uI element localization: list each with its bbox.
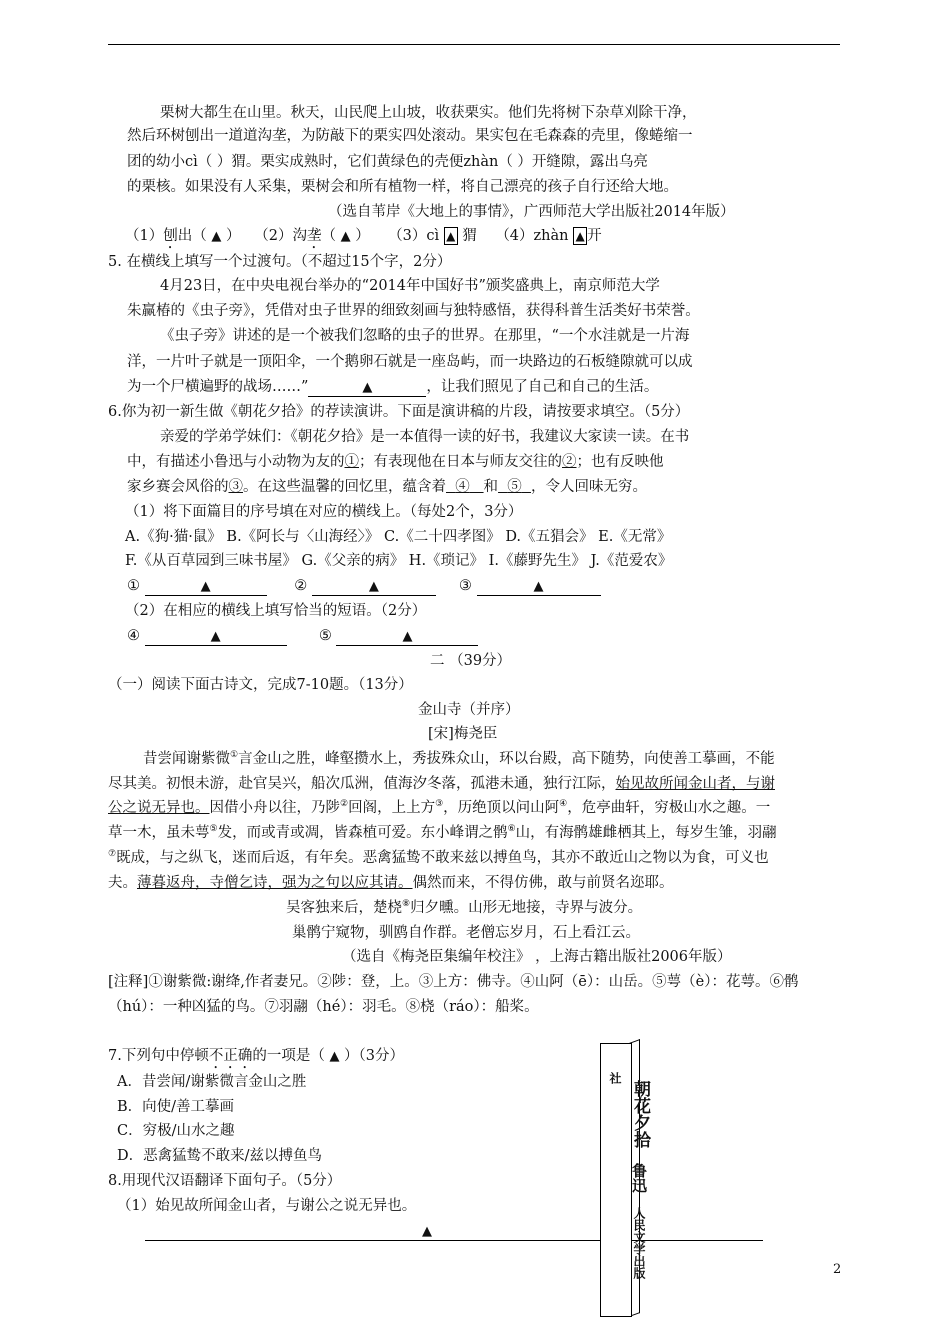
prose-line-4: 草一木，虽未萼⑤发，而或青或凋，皆森植可爱。东小峰谓之鹘⑥山，有海鹘雄雌栖其上，每岁生雏，羽翮 [108, 824, 777, 841]
q6-line-3: 家乡赛会风俗的③。在这些温馨的回忆里，蕴含着 ④ 和 ⑤ ，令人回味无穷。 [127, 479, 647, 495]
answer-box-3[interactable]: ▲ [444, 227, 458, 245]
passage-answers: （1）刨出（ ▲ ） （2）沟垄（ ▲ ） （3）cì ▲ 猬 （4）zhàn ▲ 开 [125, 228, 602, 244]
q6-blank-5[interactable]: ▲ [336, 628, 478, 646]
q5-line-3: 《虫子旁》讲述的是一个被我们忽略的虫子的世界。在那里，“一个水洼就是一片海 [160, 328, 690, 344]
notes-line-2: （hú）：一种凶猛的鸟。⑦羽翮（hé）：羽毛。⑧桡（ráo）：船桨。 [108, 999, 539, 1015]
book-top-label: 社 [608, 1072, 622, 1084]
poem-source: （选自《梅尧臣集编年校注》 ，上海古籍出版社2006年版） [342, 949, 732, 965]
q6-blank-4[interactable]: ▲ [145, 628, 287, 646]
passage-line-2: 然后环树刨出一道道沟垄，为防敲下的栗实四处滚动。果实包在毛森森的壳里，像蜷缩一 [127, 128, 693, 144]
poem-title: 金山寺（并序） [418, 702, 520, 718]
q6-blanks-2: ④ ▲ ⑤ ▲ [127, 626, 478, 646]
q6-line-2: 中，有描述小鲁迅与小动物为友的①；有表现他在日本与师友交往的②；也有反映他 [127, 454, 664, 470]
q6-sub2: （2）在相应的横线上填写恰当的短语。（2分） [125, 603, 427, 619]
q8-answer-mark: ▲ [422, 1224, 432, 1239]
passage-line-3: 团的幼小cì（ ）猬。栗实成熟时，它们黄绿色的壳便zhàn（ ）开缝隙，露出乌亮 [127, 154, 648, 170]
q6-options-1: A.《狗·猫·鼠》 B.《阿长与〈山海经〉》 C.《二十四孝图》 D.《五猖会》 E.《无常》 [125, 529, 672, 545]
verse-line-2: 巢鹘宁窥物，驯鸥自作群。老僧忘岁月，石上看江云。 [292, 925, 640, 941]
q5-line-1: 4月23日，在中央电视台举办的“2014年中国好书”颁奖盛典上，南京师范大学 [160, 278, 660, 294]
q8-title: 8.用现代汉语翻译下面句子。（5分） [108, 1173, 342, 1189]
poem-author: [宋]梅尧臣 [428, 726, 498, 742]
book-author: 鲁迅 [630, 1163, 648, 1193]
q6-sub1: （1）将下面篇目的序号填在对应的横线上。（每处2个，3分） [125, 504, 523, 520]
q6-blank-3[interactable]: ▲ [477, 578, 601, 596]
q5-title: 5. 在横线上填写一个过渡句。（不超过15个字，2分） [108, 254, 452, 270]
notes-line-1: [注释]①谢紫微:谢绛,作者妻兄。②陟：登，上。③上方：佛寺。④山阿（ē）：山岳。⑤萼（è）：花萼。⑥鹘 [108, 974, 799, 990]
passage-line-1: 栗树大都生在山里。秋天，山民爬上山坡，收获栗实。他们先将树下杂草刈除干净， [160, 105, 697, 121]
header-rule [108, 44, 840, 45]
section-2-part-1: （一）阅读下面古诗文，完成7-10题。（13分） [108, 677, 413, 693]
prose-line-5: ⑦既成，与之纵飞，迷而后返，有年矣。恶禽猛鸷不敢来兹以搏鱼鸟，其亦不敢近山之物以为食，可义也 [108, 849, 769, 866]
q6-blank-1[interactable]: ▲ [145, 578, 267, 596]
q6-blank-2[interactable]: ▲ [312, 578, 436, 596]
q8-answer-line[interactable] [145, 1240, 763, 1241]
q6-options-2: F.《从百草园到三味书屋》 G.《父亲的病》 H.《琐记》 I.《藤野先生》 J.《范爱农》 [125, 553, 673, 569]
q7-option-c[interactable]: C．穷极/山水之趣 [117, 1123, 235, 1139]
q8-sentence-1: （1）始见故所闻金山者，与谢公之说无异也。 [117, 1198, 417, 1214]
book-title: 朝花夕拾 [630, 1080, 650, 1148]
passage-source: （选自苇岸《大地上的事情》，广西师范大学出版社2014年版） [328, 204, 735, 220]
passage-line-4: 的栗核。如果没有人采集，栗树会和所有植物一样，将自己漂亮的孩子自行还给大地。 [127, 179, 678, 195]
q7-option-d[interactable]: D．恶禽猛鸷不敢来/兹以搏鱼鸟 [117, 1148, 323, 1164]
verse-line-1: 吴客独来后，楚桡⑧归夕曛。山形无地接，寺界与波分。 [286, 899, 643, 916]
q5-line-2: 朱赢椿的《虫子旁》，凭借对虫子世界的细致刻画与独特感悟，获得科普生活类好书荣誉。 [127, 303, 700, 319]
q6-line-1: 亲爱的学弟学妹们：《朝花夕拾》是一本值得一读的好书，我建议大家读一读。在书 [160, 429, 690, 445]
q5-line-4: 洋，一片叶子就是一顶阳伞，一个鹅卵石就是一座岛屿，而一块路边的石板缝隙就可以成 [127, 354, 693, 370]
q7-option-a[interactable]: A．昔尝闻/谢紫微言金山之胜 [117, 1074, 307, 1090]
answer-mark-2[interactable]: ▲ [340, 229, 351, 244]
prose-line-3: 公之说无异也。因借小舟以往，乃陟②回阁，上上方③，历绝顶以问山阿④，危亭曲轩，穷极山水之趣。一 [108, 799, 771, 816]
prose-line-6: 夫。薄暮返舟，寺僧乞诗，强为之句以应其请。偶然而来，不得仿佛，敢与前贤名迩耶。 [108, 875, 674, 891]
answer-mark-1[interactable]: ▲ [211, 229, 222, 244]
section-2-title: 二 （39分） [430, 653, 512, 669]
q6-title: 6.你为初一新生做《朝花夕拾》的荐读演讲。下面是演讲稿的片段，请按要求填空。（5分） [108, 404, 690, 420]
page-number: 2 [833, 1262, 842, 1277]
q5-line-5: 为一个尸横遍野的战场……” ▲ ，让我们照见了自己和自己的生活。 [127, 379, 659, 395]
q6-blanks-1: ① ▲ ② ▲ ③ ▲ [127, 576, 601, 596]
q7-option-b[interactable]: B．向使/善工摹画 [117, 1099, 235, 1115]
prose-line-2: 尽其美。初恨未游，赴官吴兴，船次瓜洲，值海汐冬落，孤港未通，独行江际，始见故所闻金山者，与谢 [108, 776, 775, 792]
q7-answer-mark[interactable]: ▲ [329, 1049, 340, 1064]
q5-answer-blank[interactable]: ▲ [308, 379, 426, 397]
book-publisher: 人民文学出版 [632, 1207, 646, 1279]
q7-title: 7.下列句中停顿不正确的一项是（ ▲ ）（3分） [108, 1048, 405, 1064]
prose-line-1: 昔尝闻谢紫微①言金山之胜，峰壑攒水上，秀拔殊众山，环以台殿，高下随势，向使善工摹画，不能 [143, 750, 775, 767]
answer-box-4[interactable]: ▲ [573, 227, 587, 245]
